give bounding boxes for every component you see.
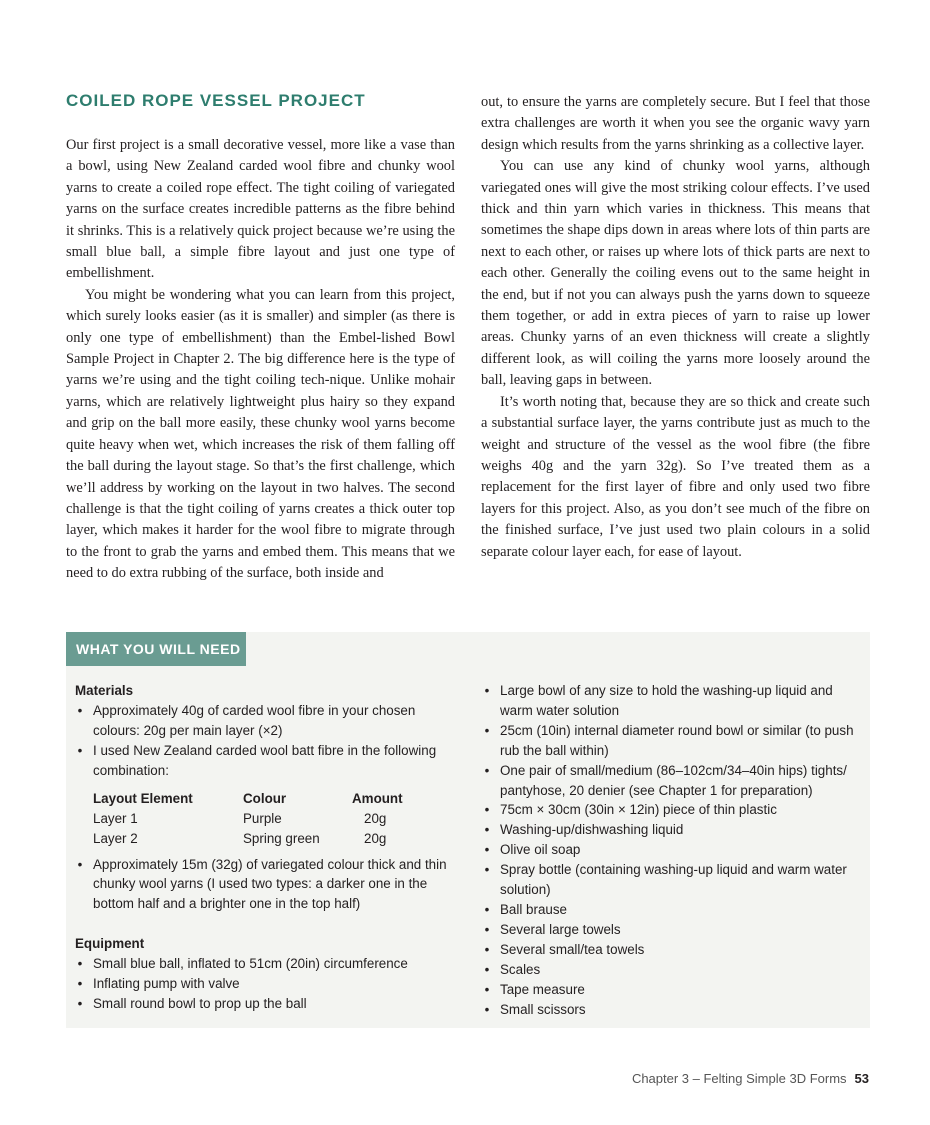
list-item: [482, 980, 862, 1000]
list-item-text: Several small/tea towels: [500, 941, 645, 957]
list-item-text: I used New Zealand carded wool batt fibre in the following combination:: [93, 742, 437, 778]
list-item-text: Approximately 15m (32g) of variegated colour thick and thin chunky wool yarns (I used two types: a darker one in the bottom half and a brighter one in the top half): [93, 856, 447, 912]
table-header: Amount: [352, 790, 403, 806]
list-item: [75, 701, 465, 741]
bullet-icon: •: [484, 722, 490, 738]
spacer: [75, 914, 465, 934]
list-item: [75, 974, 465, 994]
section-title: COILED ROPE VESSEL PROJECT: [66, 91, 366, 110]
list-item: [482, 860, 862, 900]
bullet-icon: •: [484, 862, 490, 878]
needs-left-column: [75, 681, 465, 1014]
list-item: [482, 1000, 862, 1020]
list-item-text: Approximately 40g of carded wool fibre in your chosen colours: 20g per main layer (×2): [93, 702, 416, 738]
list-item-text: Ball brause: [500, 901, 567, 917]
list-item: [482, 840, 862, 860]
paragraph: You might be wondering what you can learn from this project, which surely looks easier (as it is smaller) and simpler (as there is only one type of embellishment) than the Embel-lished Bowl Sample Project in Chapter 2. The big difference here is the type of yarns we’re using and the tight coiling tech-nique. Unlike mohair yarns, which are relatively lightweight plus hairy so they expand and grip on the ball more easily, these chunky wool yarns become quite heavy when wet, which increases the risk of them falling off the ball during the layout stage. So that’s the first challenge, which we’ll address by working on the layout in two halves. The second challenge is that the tight coiling of yarns creates a thick outer top layer, which makes it harder for the wool fibre to migrate through to the front to grab the yarns and embed them. This means that we need to do extra rubbing of the surface, both inside and: [66, 286, 455, 582]
bullet-icon: •: [484, 961, 490, 977]
list-item-text: Large bowl of any size to hold the washing-up liquid and warm water solution: [500, 683, 833, 718]
table-cell: Layer 1: [93, 810, 138, 826]
table-cell: Layer 2: [93, 830, 138, 846]
list-item-text: 25cm (10in) internal diameter round bowl or similar (to push rub the ball within): [500, 722, 854, 758]
list-item-text: Washing-up/dishwashing liquid: [500, 822, 684, 838]
list-item-text: Olive oil soap: [500, 842, 581, 858]
list-item: [75, 994, 465, 1014]
list-item-text: Several large towels: [500, 921, 621, 937]
list-item-text: Scales: [500, 961, 541, 977]
table-cell: 20g: [364, 830, 387, 846]
bullet-icon: •: [484, 802, 490, 818]
bullet-icon: •: [484, 822, 490, 838]
materials-heading: Materials: [75, 683, 134, 698]
bullet-icon: •: [77, 742, 83, 758]
list-item: [482, 820, 862, 840]
list-item-text: One pair of small/medium (86–102cm/34–40in hips) tights/ pantyhose, 20 denier (see Chapter 1 for preparation): [500, 762, 847, 798]
list-item: [482, 681, 862, 721]
bullet-icon: •: [77, 995, 83, 1011]
list-item-text: Spray bottle (containing washing-up liquid and warm water solution): [500, 862, 847, 898]
list-item-text: Small scissors: [500, 1001, 586, 1017]
page-footer: [632, 1071, 869, 1086]
list-item-text: 75cm × 30cm (30in × 12in) piece of thin plastic: [500, 802, 777, 818]
paragraph: You can use any kind of chunky wool yarns, although variegated ones will give the most striking colour effects. I’ve used thick and thin yarn which varies in thickness. This means that sometimes the shape dips down in areas where lots of thin parts are next to each other, or raises up where lots of thick parts are next to each other. Generally the coiling evens out to the same height in the end, but if not you can always push the yarns down to squeeze them together, or add in extra pieces of yarn to raise up lower areas. Chunky yarns of an even thickness will create a slightly different look, as will coiling the yarns more loosely around the ball, leaving gaps in between.: [481, 158, 870, 389]
list-item-text: Small blue ball, inflated to 51cm (20in) circumference: [93, 956, 408, 972]
what-you-will-need-box: [66, 632, 870, 1028]
list-item-text: Inflating pump with valve: [93, 976, 240, 992]
table-header: Layout Element: [93, 790, 193, 806]
list-item-text: Tape measure: [500, 981, 585, 997]
bullet-icon: •: [77, 976, 83, 992]
equipment-list: [482, 681, 862, 1019]
list-item-text: Small round bowl to prop up the ball: [93, 995, 307, 1011]
list-item: [75, 954, 465, 974]
bullet-icon: •: [484, 941, 490, 957]
bullet-icon: •: [77, 956, 83, 972]
bullet-icon: •: [484, 842, 490, 858]
table-row: [93, 809, 403, 829]
page-number: 53: [854, 1071, 869, 1086]
table-cell: Spring green: [243, 830, 320, 846]
bullet-icon: •: [484, 901, 490, 917]
paragraph: Our first project is a small decorative vessel, more like a vase than a bowl, using New Zealand carded wool fibre and chunky wool yarns to create a coiled rope effect. The tight coiling of variegated yarns on the surface creates incredible patterns as the fibre behind it shrinks. This is a relatively quick project because we’re using the small blue ball, a simple fibre layout and just one type of embellishment.: [66, 137, 455, 282]
list-item: [482, 800, 862, 820]
list-item: [482, 920, 862, 940]
paragraph: out, to ensure the yarns are completely secure. But I feel that those extra challenges are worth it when you see the organic wavy yarn design which results from the yarns shrinking as a collective layer.: [481, 94, 870, 153]
bullet-icon: •: [484, 683, 490, 698]
bullet-icon: •: [484, 921, 490, 937]
table-cell: Purple: [243, 810, 282, 826]
table-cell: 20g: [364, 810, 387, 826]
paragraph: It’s worth noting that, because they are so thick and create such a substantial surface layer, the yarns contribute just as much to the weight and structure of the vessel as the wool fibre (the fibre weighs 40g and the yarn 32g). So I’ve treated them as a replacement for the first layer of fibre and only used two fibre layers for this project. Also, as you don’t see much of the fibre on the finished surface, I’ve just used two plain colours in a solid separate colour layer each, for ease of layout.: [481, 393, 870, 560]
list-item: [482, 721, 862, 761]
list-item: [482, 761, 862, 801]
bullet-icon: •: [484, 762, 490, 778]
bullet-icon: •: [77, 702, 83, 718]
list-item: [75, 741, 465, 781]
what-you-will-need-heading: WHAT YOU WILL NEED: [66, 632, 246, 666]
list-item: [482, 960, 862, 980]
body-column-right: [481, 92, 870, 563]
bullet-icon: •: [484, 981, 490, 997]
equipment-heading: Equipment: [75, 936, 145, 952]
needs-right-column: [482, 681, 862, 1019]
body-column-left: [66, 135, 455, 585]
table-header: Colour: [243, 790, 287, 806]
bullet-icon: •: [77, 856, 83, 872]
materials-list: [75, 855, 465, 915]
list-item: [482, 900, 862, 920]
list-item: [482, 940, 862, 960]
equipment-list: [75, 954, 465, 1014]
chapter-running-title: Chapter 3 – Felting Simple 3D Forms: [631, 1071, 847, 1086]
list-item: [75, 855, 465, 915]
bullet-icon: •: [484, 1001, 490, 1017]
layout-table: [93, 789, 403, 849]
materials-list: [75, 701, 465, 781]
table-row: [93, 829, 403, 849]
table-header-row: [93, 789, 403, 809]
